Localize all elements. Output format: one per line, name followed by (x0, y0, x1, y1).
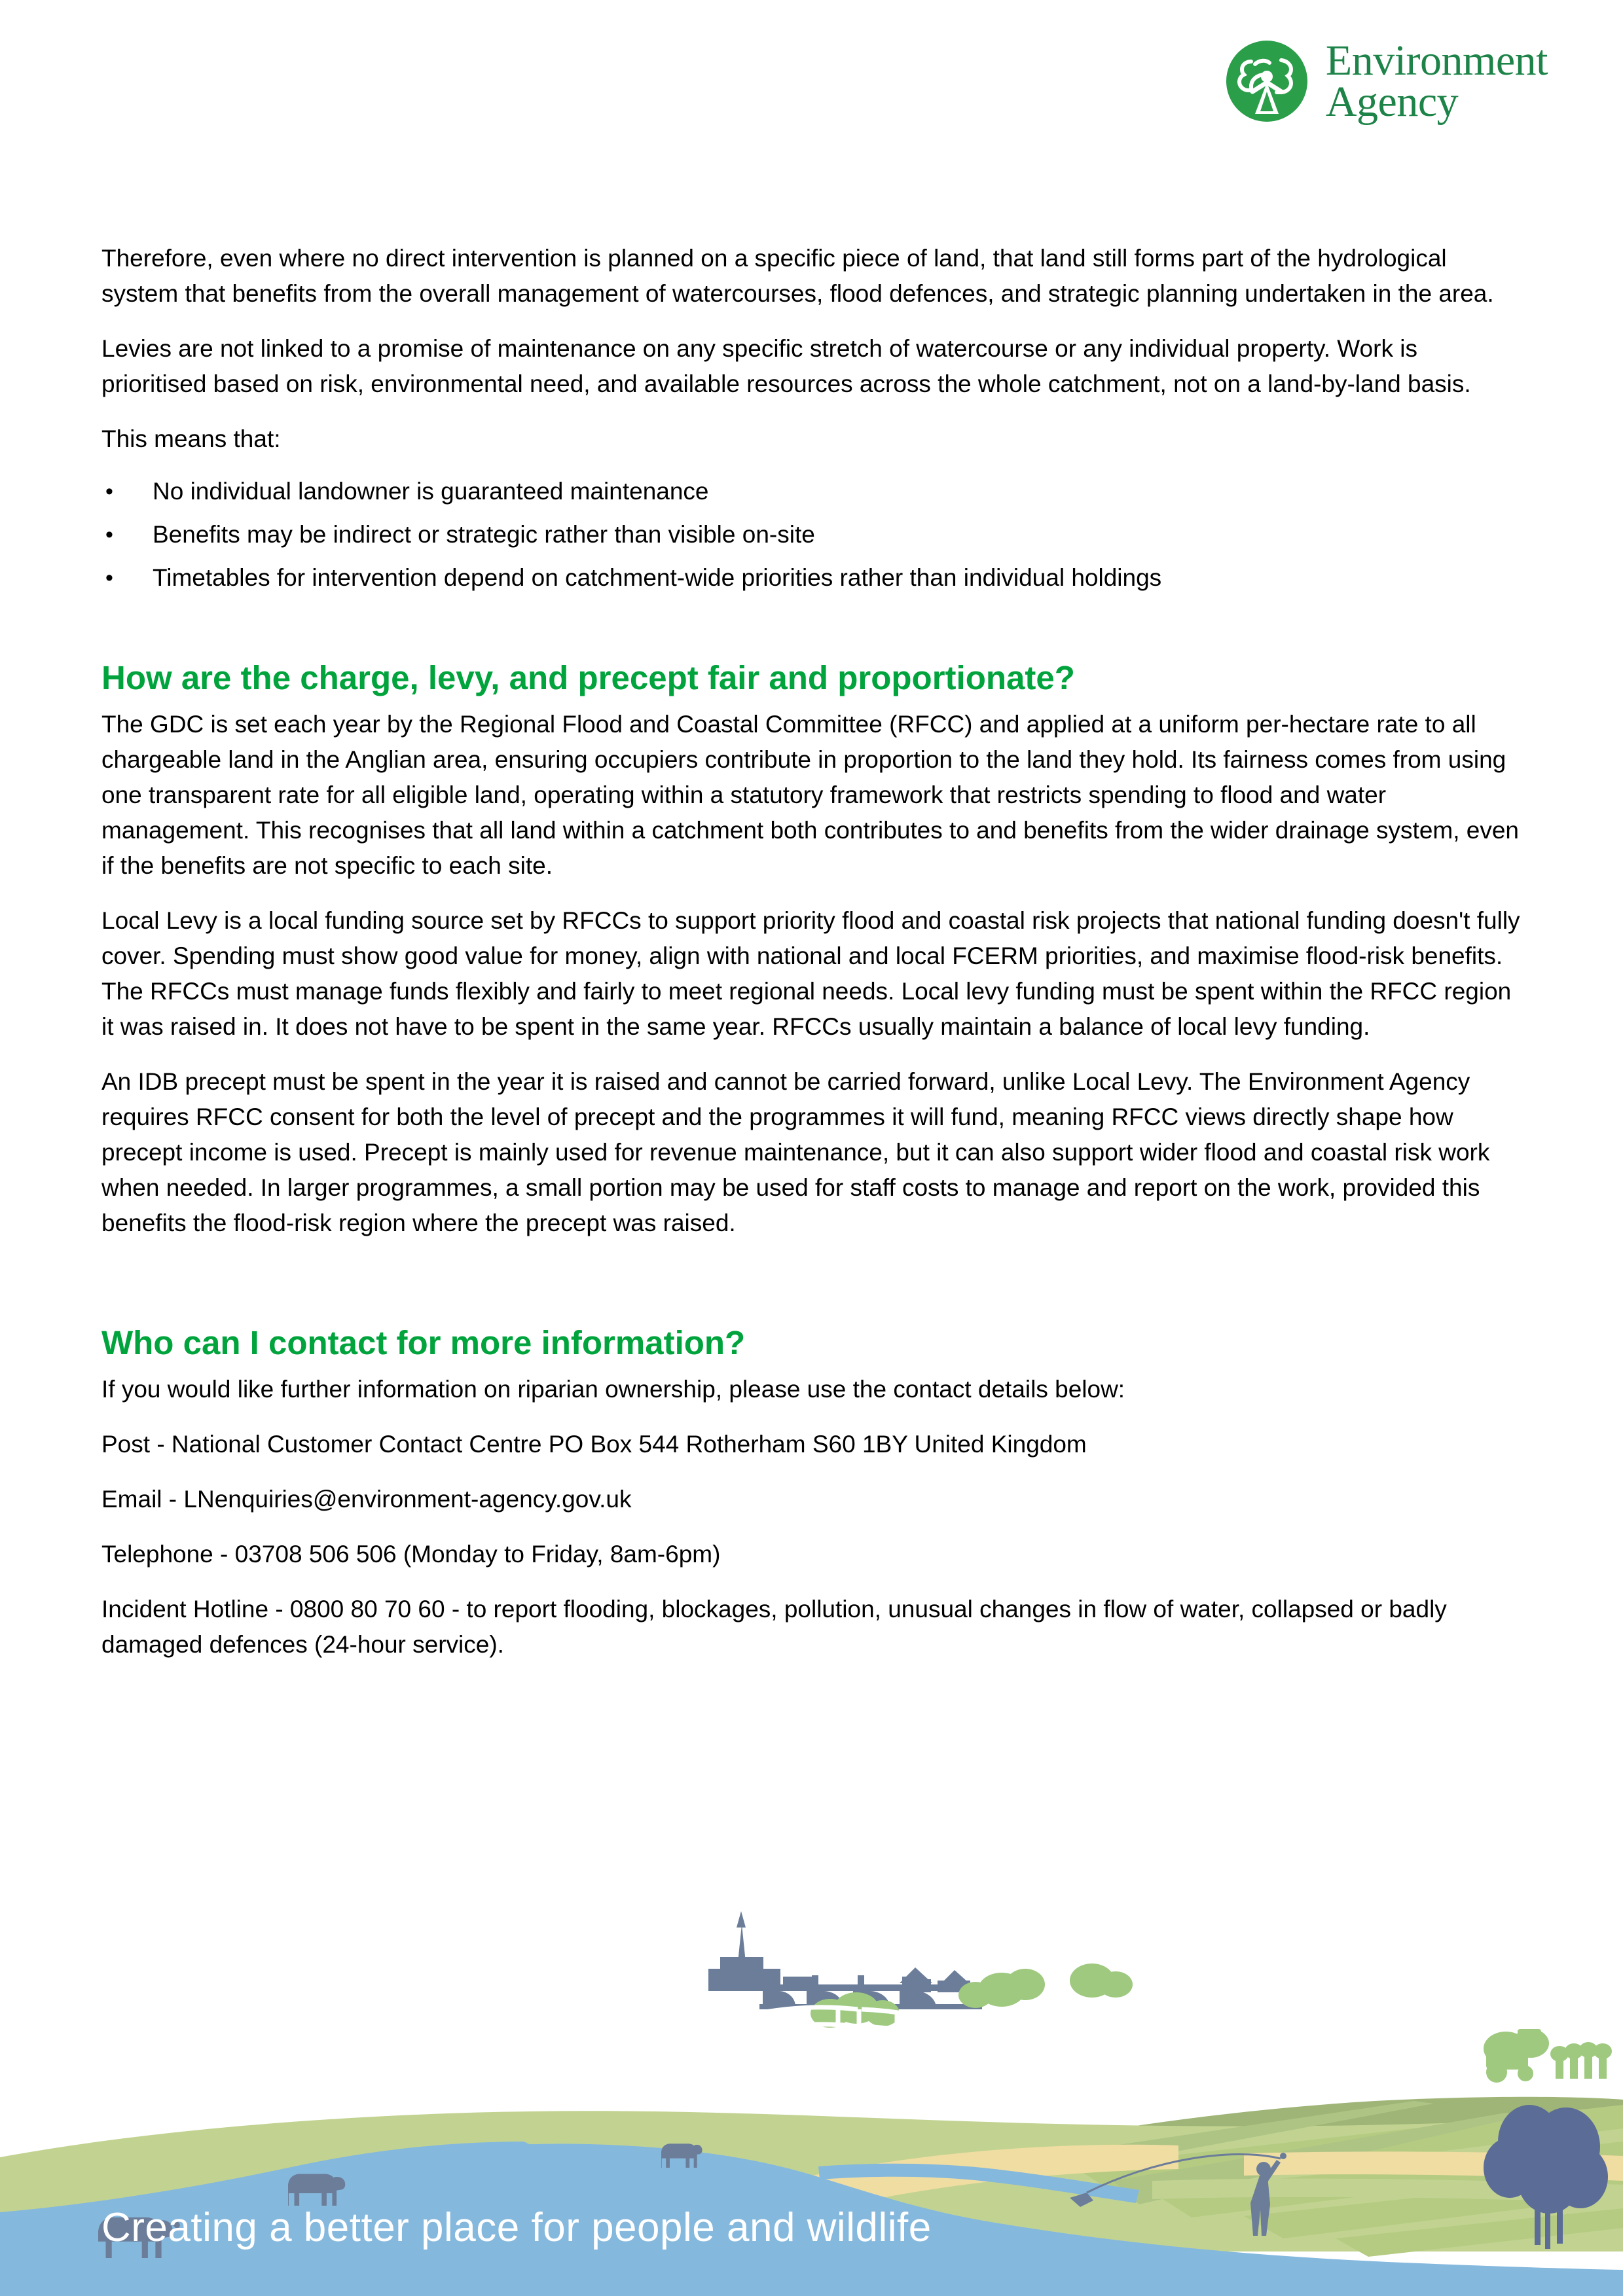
heading-who-can-i-contact: Who can I contact for more information? (101, 1324, 746, 1361)
contact-intro: If you would like further information on riparian ownership, please use the contact details below: (101, 1376, 1125, 1403)
list-item: • Timetables for intervention depend on catchment-wide priorities rather than individual holdings (101, 560, 1529, 596)
document-content (101, 241, 1529, 1682)
environment-agency-wordmark (1325, 36, 1548, 126)
contact-incident-hotline: Incident Hotline - 0800 80 70 60 - to report flooding, blockages, pollution, unusual changes in flow of water, collapsed or badly damaged defences (24-hour service). (101, 1596, 1447, 1658)
paragraph-hydrological-system: Therefore, even where no direct intervention is planned on a specific piece of land, that land still forms part of the hydrological system that benefits from the overall management of watercourses, flood defences, and strategic planning undertaken in the area. (101, 245, 1494, 307)
environment-agency-tree-person-icon (1225, 39, 1309, 123)
paragraph-levies-not-linked: Levies are not linked to a promise of maintenance on any specific stretch of watercourse or any individual property. Work is prioritised based on risk, environmental need, and available resources across the whole catchment, not on a land-by-land basis. (101, 335, 1471, 397)
environment-agency-logo (1225, 36, 1548, 126)
list-item: • Benefits may be indirect or strategic rather than visible on-site (101, 517, 1529, 552)
spacer (101, 603, 1529, 658)
contact-telephone: Telephone - 03708 506 506 (Monday to Friday, 8am-6pm) (101, 1541, 721, 1568)
logo-line-environment: Environment (1325, 36, 1548, 84)
logo-line-agency: Agency (1325, 78, 1459, 126)
paragraph-local-levy: Local Levy is a local funding source set by RFCCs to support priority flood and coastal risk projects that national funding doesn't fully cover. Spending must show good value for money, align with national and local FCERM priorities, and maximise flood-risk benefits. The RFCCs must manage funds flexibly and fairly to meet regional needs. Local levy funding must be spent within the RFCC region it was raised in. It does not have to be spent in the same year. RFCCs usually maintain a balance of local levy funding. (101, 907, 1520, 1040)
footer-strapline: Creating a better place for people and wildlife (101, 2205, 932, 2250)
spacer (101, 1261, 1529, 1323)
means-that-bullet-list (101, 474, 1529, 596)
footer-illustration (0, 1885, 1623, 2296)
contact-email: Email - LNenquiries@environment-agency.gov.uk (101, 1486, 632, 1513)
heading-fair-and-proportionate: How are the charge, levy, and precept fair and proportionate? (101, 659, 1075, 696)
paragraph-gdc-uniform-rate: The GDC is set each year by the Regional Flood and Coastal Committee (RFCC) and applied at a uniform per-hectare rate to all chargeable land in the Anglian area, ensuring occupiers contribute in proportion to the land they hold. Its fairness comes from using one transparent rate for all eligible land, operating within a statutory framework that restricts spending to flood and water management. This recognises that all land within a catchment both contributes to and benefits from the wider drainage system, even if the benefits are not specific to each site. (101, 711, 1520, 879)
contact-post: Post - National Customer Contact Centre PO Box 544 Rotherham S60 1BY United Kingdom (101, 1431, 1087, 1458)
page-header (0, 0, 1623, 196)
paragraph-this-means-that: This means that: (101, 425, 281, 452)
list-item: • No individual landowner is guaranteed maintenance (101, 474, 1529, 509)
paragraph-idb-precept: An IDB precept must be spent in the year it is raised and cannot be carried forward, unlike Local Levy. The Environment Agency requires RFCC consent for both the level of precept and the programmes it will fund, meaning RFCC views directly shape how precept income is used. Precept is mainly used for revenue maintenance, but it can also support wider flood and coastal risk work when needed. In larger programmes, a small portion may be used for staff costs to manage and report on the work, provided this benefits the flood-risk region where the precept was raised. (101, 1068, 1490, 1236)
